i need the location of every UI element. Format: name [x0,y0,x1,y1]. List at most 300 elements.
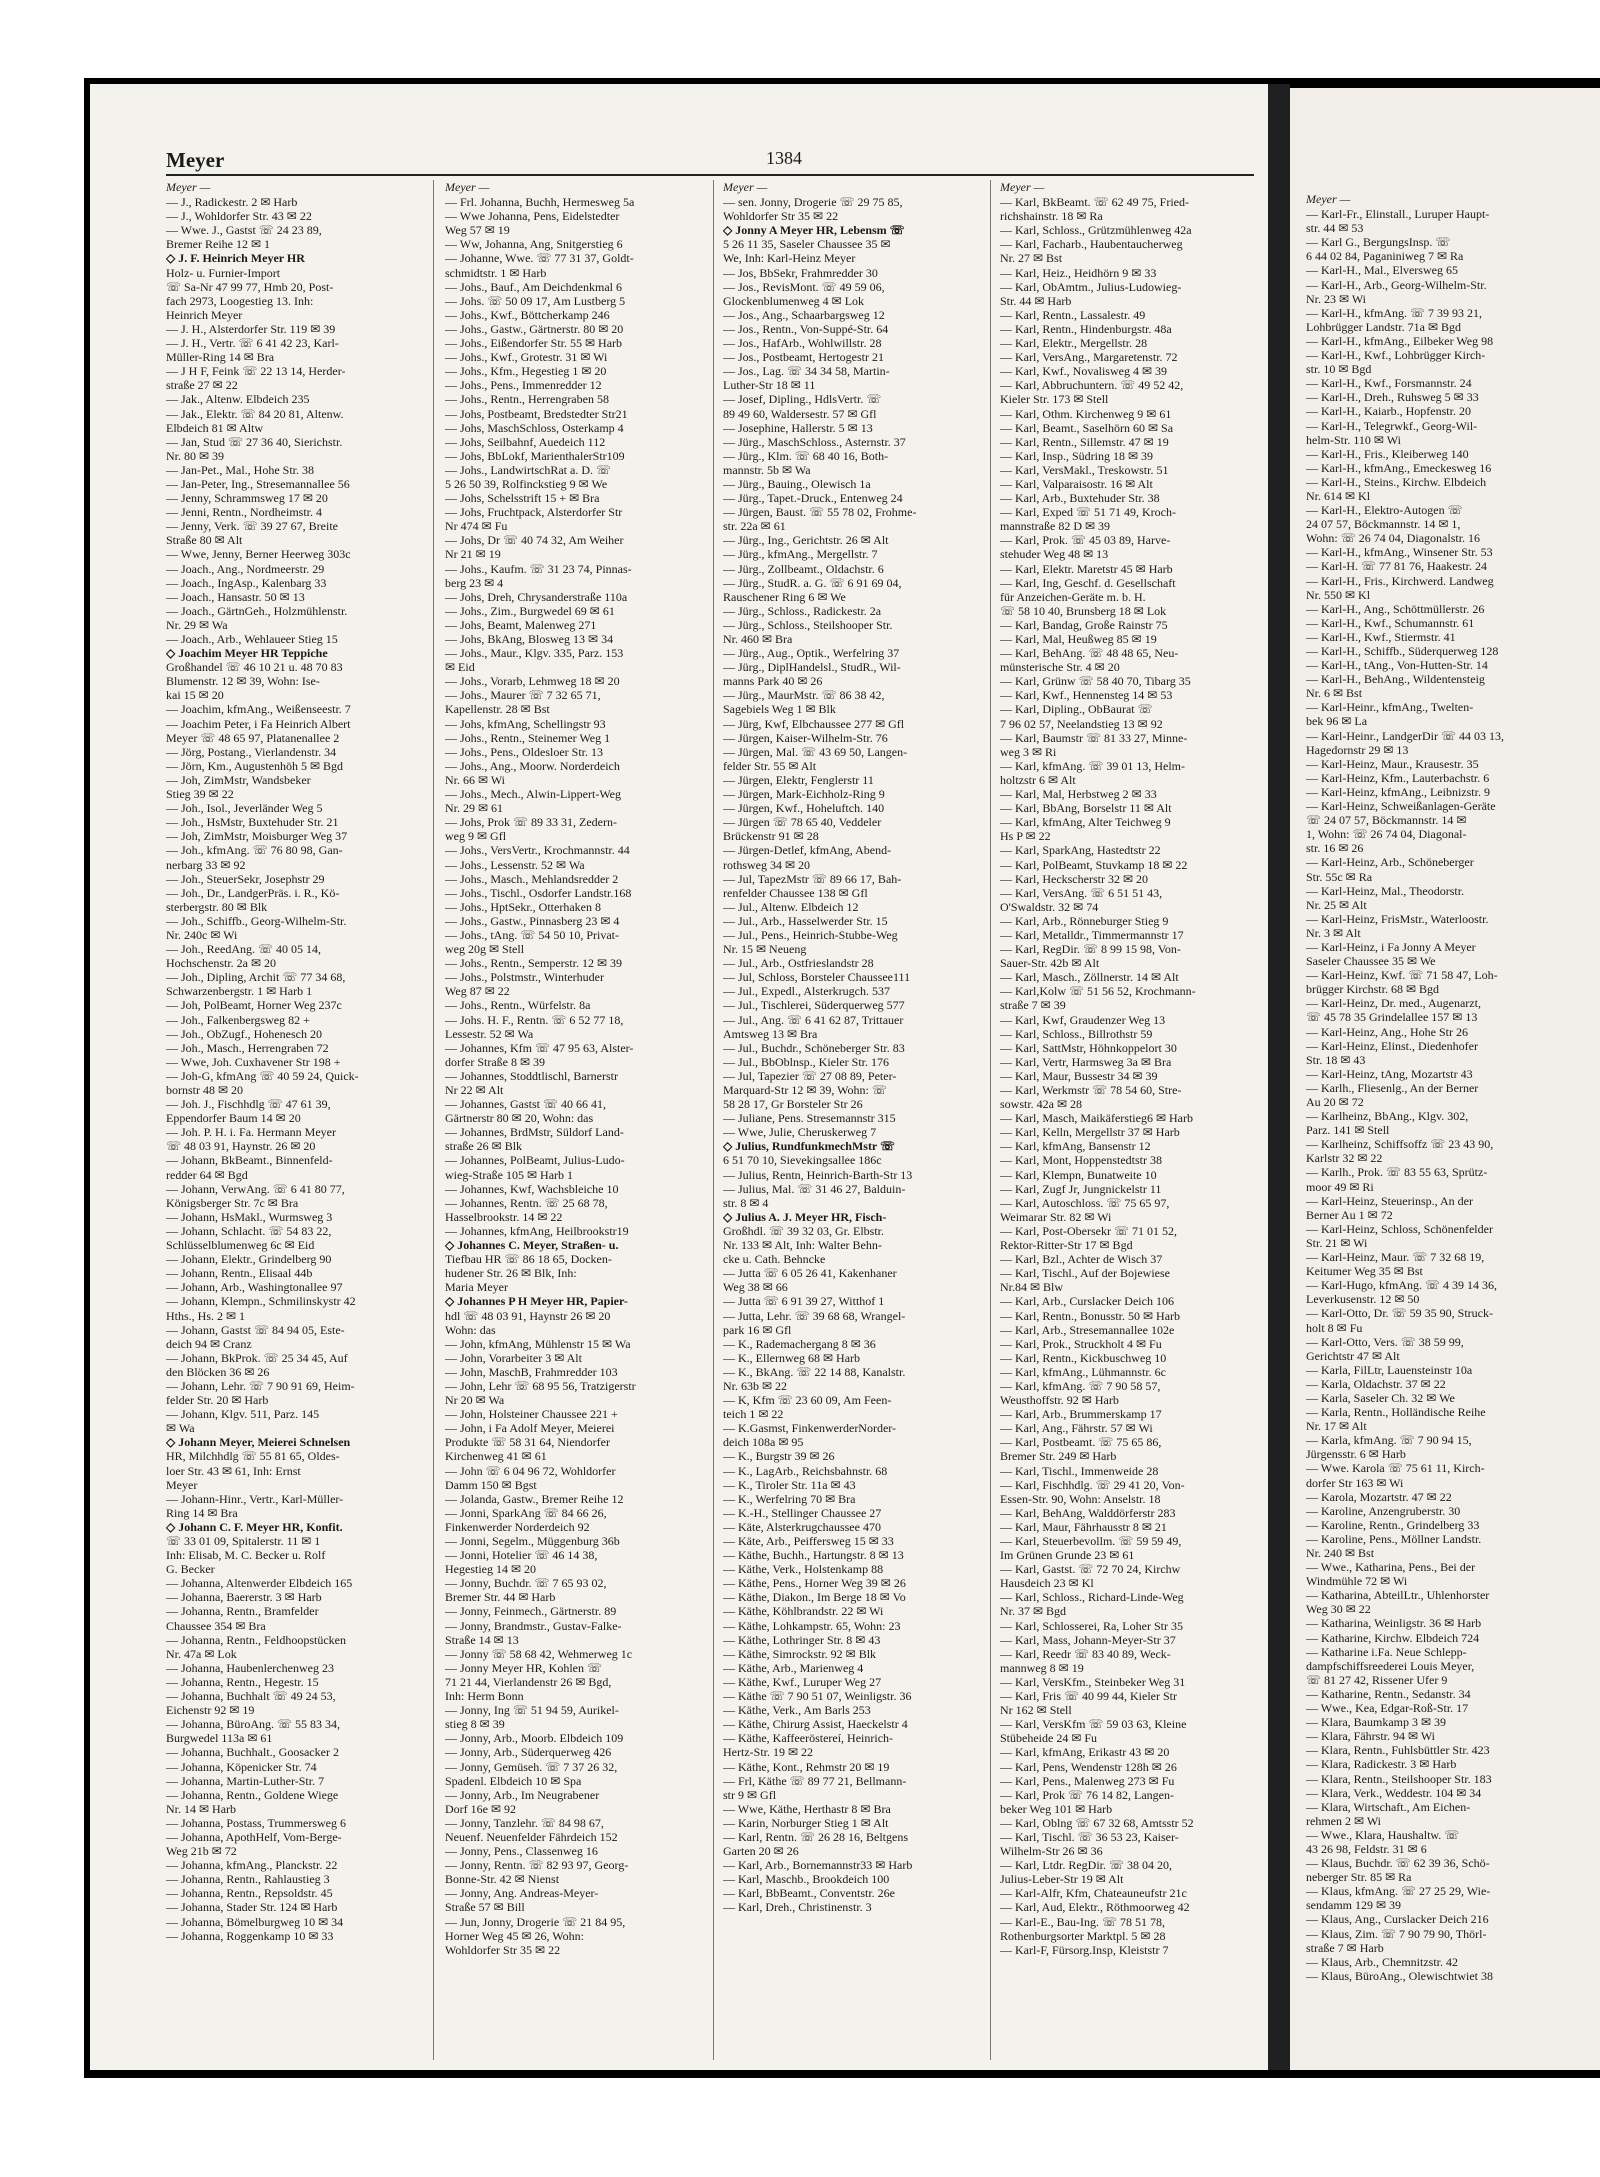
directory-entry: — Karl-Heinz, kfmAng., Leibnizstr. 9 [1306,784,1490,799]
directory-entry: — Jonny, Ing ☏ 51 94 59, Aurikel- [445,1703,619,1718]
directory-entry: 7 96 02 57, Neelandstieg 13 ✉ 92 [1000,716,1163,731]
directory-entry: Garten 20 ✉ 26 [723,1844,799,1859]
directory-entry: cke u. Cath. Behncke [723,1252,826,1267]
directory-entry: — Karl-Heinz, FrisMstr., Waterloostr. [1306,911,1489,926]
directory-entry: — Käthe, Pens., Horner Weg 39 ✉ 26 [723,1576,906,1591]
directory-entry: — Käte, Alsterkrugchaussee 470 [723,1519,881,1534]
directory-entry: — Karl, Facharb., Haubentaucherweg [1000,237,1183,252]
directory-entry: — K., Ellernweg 68 ✉ Harb [723,1350,861,1365]
directory-entry: Nr. 550 ✉ Kl [1306,587,1371,602]
directory-entry: — Karl, Grünw ☏ 58 40 70, Tibarg 35 [1000,674,1191,689]
directory-entry: 43 26 98, Feldstr. 31 ✉ 6 [1306,1841,1427,1856]
directory-entry: Luther-Str 18 ✉ 11 [723,378,816,393]
directory-entry: Nr 21 ✉ 19 [445,547,501,562]
directory-entry: beker Weg 101 ✉ Harb [1000,1801,1113,1816]
directory-entry: — Johann, Arb., Washingtonallee 97 [166,1280,343,1295]
directory-entry: Nr. 66 ✉ Wi [445,772,506,787]
directory-entry: — Karl, Prok. ☏ 45 03 89, Harve- [1000,533,1171,548]
directory-entry: — Jonny, Buchdr. ☏ 7 65 93 02, [445,1576,607,1591]
directory-entry: — Jürg., MaurMstr. ☏ 86 38 42, [723,688,885,703]
directory-entry: — Karl-H., kfmAng., Emeckesweg 16 [1306,460,1492,475]
directory-entry: — Jul., Arb., Ostfrieslandstr 28 [723,956,874,971]
directory-entry: str. 8 ✉ 4 [723,1195,769,1210]
directory-entry: Nr. 3 ✉ Alt [1306,925,1361,940]
directory-entry: Großhdl. ☏ 39 32 03, Gr. Elbstr. [723,1223,885,1238]
directory-entry: richshainstr. 18 ✉ Ra [1000,209,1103,224]
directory-entry: Nr. 25 ✉ Alt [1306,897,1367,912]
directory-entry: — K., LagArb., Reichsbahnstr. 68 [723,1463,888,1478]
directory-entry: — Karl-H., Schiffb., Süderquerweg 128 [1306,644,1499,658]
directory-entry: — Karl, Schloss., Richard-Linde-Weg [1000,1590,1184,1605]
directory-entry: — Jürgen, Kwf., Hoheluftch. 140 [723,801,885,816]
directory-entry: — Käthe, Simrockstr. 92 ✉ Blk [723,1646,877,1661]
directory-entry: — Karl, Masch, Maikäferstieg6 ✉ Harb [1000,1111,1193,1126]
directory-entry: — Johanna, BüroAng. ☏ 55 83 34, [166,1717,340,1732]
directory-entry: — Karl-H. ☏ 77 81 76, Haakestr. 24 [1306,559,1487,574]
directory-entry: — Johs, Seilbahnf, Auedeich 112 [445,434,606,449]
directory-entry: — Jonny, Rentn. ☏ 82 93 97, Georg- [445,1858,629,1873]
directory-entry: 58 28 17, Gr Borsteler Str 26 [723,1097,863,1112]
directory-entry: Nr. 37 ✉ Bgd [1000,1604,1067,1619]
directory-entry: — Karl, Klempn, Bunatweite 10 [1000,1167,1157,1182]
directory-entry: — Karl-Hugo, kfmAng. ☏ 4 39 14 36, [1306,1278,1497,1293]
directory-entry: — Käthe, Kaffeeröstereí, Heinrich- [723,1731,894,1746]
directory-entry: — Johs., Kfm., Hegestieg 1 ✉ 20 [445,364,607,379]
directory-entry: — Karlh., Fliesenlg., An der Berner [1306,1080,1479,1095]
directory-entry: — Jak., Elektr. ☏ 84 20 81, Altenw. [166,406,344,421]
directory-entry: weg 20g ✉ Stell [445,942,525,957]
directory-entry: — Karl-H., Kwf., Lohbrügger Kirch- [1306,348,1486,363]
directory-entry: — Karl, Fris ☏ 40 99 44, Kieler Str [1000,1689,1177,1704]
directory-entry: — Käthe, Arb., Marienweg 4 [723,1660,864,1675]
directory-entry: Nr. 47a ✉ Lok [166,1646,237,1661]
directory-entry: — Johanne, Wwe. ☏ 77 31 37, Goldt- [445,251,634,266]
directory-entry: — Karl, Kwf., Hennensteg 14 ✉ 53 [1000,688,1173,703]
directory-entry: — Karl, Rentn., Kickbuschweg 10 [1000,1350,1167,1365]
directory-entry: Sagebiels Weg 1 ✉ Blk [723,702,836,717]
directory-entry: sendamm 129 ✉ 39 [1306,1898,1402,1913]
directory-entry: — Käthe, Köhlbrandstr. 22 ✉ Wi [723,1604,884,1619]
directory-entry: — Joach., Arb., Wehlaueer Stieg 15 [166,632,338,646]
directory-entry: — Karl, Dreh., Christinenstr. 3 [723,1900,872,1915]
directory-entry: Sauer-Str. 42b ✉ Alt [1000,956,1100,971]
directory-entry: ◇ Johannes P H Meyer HR, Papier- [445,1294,628,1309]
directory-entry: ◇ Johann Meyer, Meierei Schnelsen [166,1435,351,1450]
directory-entry: Weg 57 ✉ 19 [445,223,510,238]
directory-entry: — Johs, Dr ☏ 40 74 32, Am Weiher [445,533,624,548]
directory-entry: ☏ 58 10 40, Brunsberg 18 ✉ Lok [1000,603,1167,618]
directory-entry: — Karl, Postbeamt. ☏ 75 65 86, [1000,1435,1162,1450]
directory-entry: — Johannes, Kfm ☏ 47 95 63, Alster- [445,1040,634,1055]
directory-entry: — Joh-G, kfmAng ☏ 40 59 24, Quick- [166,1068,359,1083]
directory-entry: — Karl-H., Fris., Kirchwerd. Landweg [1306,573,1494,588]
directory-entry: — Karl, Rentn., Lassalestr. 49 [1000,307,1146,322]
directory-entry: Wilhelm-Str 26 ✉ 36 [1000,1844,1103,1859]
directory-entry: 6 51 70 10, Sievekingsallee 186c [723,1153,882,1168]
directory-entry: — Klaus, kfmAng. ☏ 27 25 29, Wie- [1306,1884,1491,1899]
directory-entry: Tiefbau HR ☏ 86 18 65, Docken- [445,1252,612,1267]
directory-entry: — Klara, Radickestr. 3 ✉ Harb [1306,1757,1457,1772]
directory-page [90,84,1268,2070]
directory-entry: — Johann, Lehr. ☏ 7 90 91 69, Heim- [166,1378,355,1393]
directory-entry: Parz. 141 ✉ Stell [1306,1123,1390,1138]
directory-entry: ◇ Julius A. J. Meyer HR, Fisch- [723,1209,887,1224]
directory-entry: Au 20 ✉ 72 [1306,1095,1364,1109]
directory-entry: — Johs., Pens., Oldesloer Str. 13 [445,744,604,759]
directory-entry: Kapellenstr. 28 ✉ Bst [445,702,550,717]
directory-entry: — Karl-H., Telegrwkf., Georg-Wil- [1306,418,1478,433]
directory-entry: deich 108a ✉ 95 [723,1435,804,1450]
directory-entry: — Karl, kfmAng, Erikastr 43 ✉ 20 [1000,1745,1170,1760]
directory-entry: — Frl, Käthe ☏ 89 77 21, Bellmann- [723,1773,907,1788]
directory-entry: — Jürg., DiplHandelsl., StudR., Wil- [723,660,901,675]
column-4 [1000,180,1258,2060]
directory-entry: Nr. 240 ✉ Bst [1306,1546,1375,1560]
directory-entry: — Karl,Kolw ☏ 51 56 52, Krochmann- [1000,984,1196,999]
directory-entry: — Karl-Heinz, tAng, Mozartstr 43 [1306,1066,1473,1081]
directory-entry: — Katharina, AbteilLtr., Uhlenhorster [1306,1588,1490,1603]
directory-entry: Spadenl. Elbdeich 10 ✉ Spa [445,1773,582,1788]
directory-entry: — Joh., Dr., LandgerPräs. i. R., Kö- [166,885,340,900]
directory-entry: Jürgensstr. 6 ✉ Harb [1306,1447,1406,1462]
directory-entry: Hs P ✉ 22 [1000,829,1051,844]
directory-entry: straße 27 ✉ 22 [166,378,238,393]
directory-entry: — Karla, Oldachstr. 37 ✉ 22 [1306,1376,1446,1391]
directory-entry: — Käthe, Buchh., Hartungstr. 8 ✉ 13 [723,1548,904,1563]
directory-entry: — Karl-H., Fris., Kleiberweg 140 [1306,446,1469,461]
directory-entry: redder 64 ✉ Bgd [166,1167,248,1182]
directory-entry: — Karl-H., Dreh., Ruhsweg 5 ✉ 33 [1306,390,1479,405]
directory-entry: — Karl, Bzl., Achter de Wisch 37 [1000,1252,1163,1267]
directory-entry: — Jul, TapezMstr ☏ 89 66 17, Bah- [723,871,902,886]
directory-entry: ◇ J. F. Heinrich Meyer HR [166,251,305,266]
directory-entry: — Karl-H., kfmAng., Winsener Str. 53 [1306,545,1493,560]
directory-entry: Elbdeich 81 ✉ Altw [166,420,264,435]
directory-entry: — Karl, Maschb., Brookdeich 100 [723,1872,890,1887]
directory-entry: — Johann, VerwAng. ☏ 6 41 80 77, [166,1181,345,1196]
directory-entry: — Karl, Abbruchuntern. ☏ 49 52 42, [1000,378,1184,393]
directory-entry: — Karl, ObAmtm., Julius-Ludowieg- [1000,279,1182,294]
directory-entry: Neuenf. Neuenfelder Fährdeich 152 [445,1829,618,1844]
directory-entry: felder Str. 20 ✉ Harb [166,1393,269,1408]
directory-entry: Eichenstr 92 ✉ 19 [166,1703,255,1718]
directory-entry: — Karla, Saseler Ch. 32 ✉ We [1306,1390,1455,1405]
directory-entry: — Jun, Jonny, Drogerie ☏ 21 84 95, [445,1914,626,1929]
directory-entry: ◇ Jonny A Meyer HR, Lebensm ☏ [723,223,905,238]
directory-entry: — Wwe, Jenny, Berner Heerweg 303c [166,547,351,562]
directory-entry: — Karl, Fischhdlg. ☏ 29 41 20, Von- [1000,1477,1185,1492]
directory-entry: ◇ Joachim Meyer HR Teppiche [166,646,328,661]
directory-entry: Berner Au 1 ✉ 72 [1306,1207,1393,1222]
directory-entry: — Johs., Pens., Immenredder 12 [445,378,602,393]
directory-entry: — Wwe Johanna, Pens, Eidelstedter [445,209,620,224]
column-divider [990,180,991,2060]
directory-entry: — Jul., Buchdr., Schöneberger Str. 83 [723,1040,905,1055]
directory-entry: str. 22a ✉ 61 [723,519,786,534]
directory-entry: — Karoline, Anzengruberstr. 30 [1306,1503,1461,1518]
directory-entry: Bonne-Str. 42 ✉ Nienst [445,1872,560,1887]
directory-entry: Eppendorfer Baum 14 ✉ 20 [166,1111,301,1126]
directory-entry: holt 8 ✉ Fu [1306,1320,1363,1335]
directory-entry: — Jonny, Tanzlehr. ☏ 84 98 67, [445,1815,604,1830]
directory-entry: bornstr 48 ✉ 20 [166,1083,244,1097]
directory-entry: — Johs., Eißendorfer Str. 55 ✉ Harb [445,336,623,351]
directory-entry: — Karl, Mont, Hoppenstedtstr 38 [1000,1153,1162,1168]
directory-entry: — Johs. H. F., Rentn. ☏ 6 52 77 18, [445,1012,624,1027]
directory-entry: loer Str. 43 ✉ 61, Inh: Ernst [166,1463,301,1478]
directory-entry: — Johannes, Kwf, Wachsbleiche 10 [445,1181,619,1196]
directory-entry: Blumenstr. 12 ✉ 39, Wohn: Ise- [166,674,320,689]
directory-entry: Maria Meyer [445,1280,508,1295]
directory-entry: — Johs., Rentn., Würfelstr. 8a [445,998,591,1013]
directory-entry: O'Swaldstr. 32 ✉ 74 [1000,899,1099,914]
directory-entry: neberger Str. 85 ✉ Ra [1306,1870,1412,1885]
directory-entry: — Karl, VersKfm., Steinbeker Weg 31 [1000,1674,1186,1689]
directory-entry: — Jürg., Bauing., Olewisch 1a [723,476,871,491]
directory-entry: — Klara, Rentn., Fuhlsbüttler Str. 423 [1306,1743,1490,1758]
directory-entry: — Karlheinz, BbAng., Klgv. 302, [1306,1109,1469,1124]
directory-entry: schmidtstr. 1 ✉ Harb [445,265,547,280]
directory-entry: — Johannes, PolBeamt, Julius-Ludo- [445,1153,625,1168]
directory-entry: Großhandel ☏ 46 10 21 u. 48 70 83 [166,660,343,675]
directory-entry: — Karl-H., Ang., Schöttmüllerstr. 26 [1306,601,1485,616]
directory-entry: — Wwe, Julie, Cheruskerweg 7 [723,1125,877,1140]
directory-entry: — Jutta, Lehr. ☏ 39 68 68, Wrangel- [723,1308,906,1323]
directory-entry: brügger Kirchstr. 68 ✉ Bgd [1306,982,1440,997]
directory-entry: — Käthe, Lohkampstr. 65, Wohn: 23 [723,1618,901,1633]
column-head: Meyer — [1306,192,1351,206]
directory-entry: hudener Str. 26 ✉ Blk, Inh: [445,1266,577,1281]
directory-entry: Marquard-Str 12 ✉ 39, Wohn: ☏ [723,1083,887,1097]
directory-entry: wieg-Straße 105 ✉ Harb 1 [445,1167,574,1182]
directory-entry: — Jürg, Kwf, Elbchaussee 277 ✉ Gfl [723,716,905,731]
directory-entry: helm-Str. 110 ✉ Wi [1306,432,1401,447]
directory-entry: — Jan-Pet., Mal., Hohe Str. 38 [166,462,314,477]
directory-entry: Weg 21b ✉ 72 [166,1844,237,1859]
directory-entry: — Johanna, Haubenlerchenweg 23 [166,1660,334,1675]
directory-entry: Finkenwerder Norderdeich 92 [445,1519,590,1534]
directory-entry: Nr.84 ✉ Blw [1000,1280,1064,1295]
directory-entry: mannstr. 5b ✉ Wa [723,462,811,477]
directory-entry: — Johs., Kwf., Grotestr. 31 ✉ Wi [445,350,608,365]
directory-entry: — Karl, Insp., Südring 18 ✉ 39 [1000,448,1154,463]
directory-entry: ☏ 33 01 09, Spitalerstr. 11 ✉ 1 [166,1534,321,1548]
directory-entry: — Jonny, Arb., Im Neugrabener [445,1787,600,1802]
directory-entry: — Johs., Polstmstr., Winterhuder [445,970,604,985]
directory-entry: — John, Holsteiner Chaussee 221 + [445,1407,618,1422]
directory-entry: — Jürg., Schloss., Radickestr. 2a [723,603,882,618]
directory-entry: Hths., Hs. 2 ✉ 1 [166,1308,246,1323]
directory-entry: Kieler Str. 173 ✉ Stell [1000,392,1109,407]
directory-entry: — Julius, Mal. ☏ 31 46 27, Balduin- [723,1181,906,1196]
directory-entry: — Jürg., Zollbeamt., Oldachstr. 6 [723,561,884,576]
directory-entry: Weimarar Str. 82 ✉ Wi [1000,1209,1112,1224]
directory-entry: — Karl-H., Kwf., Forsmannstr. 24 [1306,376,1472,391]
directory-entry: — Joh, ZimMstr, Wandsbeker [166,772,311,787]
directory-entry: — Jak., Altenw. Elbdeich 235 [166,392,310,407]
directory-entry: Meyer ☏ 48 65 97, Platanenallee 2 [166,730,340,745]
directory-entry: — John, Lehr ☏ 68 95 56, Tratzigerstr [445,1378,636,1393]
directory-entry: — Karl, Arb., Curslacker Deich 106 [1000,1294,1174,1309]
directory-entry: — Johs., Masch., Mehlandsredder 2 [445,871,619,886]
directory-entry: Bremer Str. 44 ✉ Harb [445,1590,556,1605]
directory-entry: moor 49 ✉ Ri [1306,1179,1374,1194]
directory-entry: sterbergstr. 80 ✉ Blk [166,899,268,914]
directory-entry: Ring 14 ✉ Bra [166,1505,238,1520]
directory-entry: — Jürgen, Mal. ☏ 43 69 50, Langen- [723,744,908,759]
directory-entry: — Käthe, Lothringer Str. 8 ✉ 43 [723,1632,881,1647]
directory-entry: — Karla, Rentn., Holländische Reihe [1306,1405,1486,1420]
directory-entry: renfelder Chaussee 138 ✉ Gfl [723,885,868,900]
directory-entry: — Karl, VersAng., Margaretenstr. 72 [1000,350,1178,365]
directory-entry: Hasselbrookstr. 14 ✉ 22 [445,1209,563,1224]
directory-entry: — Ww, Johanna, Ang, Snitgerstieg 6 [445,237,623,252]
directory-entry: — Jos., RevisMont. ☏ 49 59 06, [723,279,885,294]
directory-entry: Burgwedel 113a ✉ 61 [166,1731,273,1746]
directory-entry: Brückenstr 91 ✉ 28 [723,829,819,844]
directory-entry: — Jürgen, Mark-Eichholz-Ring 9 [723,787,885,802]
directory-entry: — Karl, Ing, Geschf. d. Gesellschaft [1000,575,1176,590]
directory-entry: — K., Tiroler Str. 11a ✉ 43 [723,1477,856,1492]
directory-entry: — Wwe. Karola ☏ 75 61 11, Kirch- [1306,1461,1485,1476]
directory-entry: Inh: Elisab, M. C. Becker u. Rolf [166,1548,326,1563]
directory-entry: — Jenny, Schrammsweg 17 ✉ 20 [166,491,328,506]
directory-entry: Stieg 39 ✉ 22 [166,787,234,802]
directory-entry: — Karl-H., Kwf., Schumannstr. 61 [1306,615,1475,630]
directory-entry: Str. 18 ✉ 43 [1306,1052,1366,1067]
directory-entry: — Jörg, Postang., Vierlandenstr. 34 [166,744,337,759]
directory-entry: — Josephine, Hallerstr. 5 ✉ 13 [723,420,873,435]
column-right-page [1306,192,1596,2070]
directory-entry: — Karl, Pens., Malenweg 273 ✉ Fu [1000,1773,1175,1788]
directory-entry: — Karl-Heinr., kfmAng., Twelten- [1306,700,1474,715]
directory-entry: — Johanna, Rentn., Rahlaustieg 3 [166,1872,330,1887]
directory-entry: — Johs., Ang., Moorw. Norderdeich [445,758,620,773]
directory-entry: — Jonny, Ang. Andreas-Meyer- [445,1886,599,1901]
directory-entry: Amtsweg 13 ✉ Bra [723,1026,818,1041]
directory-entry: Horner Weg 45 ✉ 26, Wohn: [445,1928,584,1943]
directory-entry: — Johann, Klgv. 511, Parz. 145 [166,1407,320,1422]
directory-entry: — Karl-Heinz, Mal., Theodorstr. [1306,883,1465,898]
directory-entry: — Jonny, Gemüseh. ☏ 7 37 26 32, [445,1759,618,1774]
directory-entry: — Jürg., kfmAng., Mergellstr. 7 [723,547,878,562]
directory-entry: — Karl, Kwf, Graudenzer Weg 13 [1000,1012,1166,1027]
directory-entry: — Karl, Maur, Fährhausstr 8 ✉ 21 [1000,1519,1167,1534]
directory-entry: — Karl, Rentn., Hindenburgstr. 48a [1000,321,1172,336]
directory-entry: — Käthe, Verk., Am Barls 253 [723,1703,871,1718]
directory-entry: — Johannes, Rentn. ☏ 25 68 78, [445,1195,608,1210]
directory-entry: — Joach., GärtnGeh., Holzmühlenstr. [166,603,348,618]
directory-entry: — Johs., Maurer ☏ 7 32 65 71, [445,688,601,703]
directory-entry: — Klara, Baumkamp 3 ✉ 39 [1306,1715,1447,1730]
directory-entry: Rothenburgsorter Marktpl. 5 ✉ 28 [1000,1928,1166,1943]
directory-entry: — Johanna, Rentn., Hegestr. 15 [166,1674,319,1689]
directory-entry: — J H F, Feink ☏ 22 13 14, Herder- [166,364,346,379]
directory-entry: — Karl, BbBeamt., Conventstr. 26e [723,1886,895,1901]
directory-entry: — Johanna, Baererstr. 3 ✉ Harb [166,1590,322,1605]
directory-entry: — Juliane, Pens. Stresemannstr 315 [723,1111,896,1126]
directory-entry: — Johann, Klempn., Schmilinskystr 42 [166,1294,356,1309]
directory-entry: manns Park 40 ✉ 26 [723,674,823,689]
directory-entry: — Karl-Heinz, i Fa Jonny A Meyer [1306,939,1476,954]
directory-entry: — Karl, Rentn., Sillemstr. 47 ✉ 19 [1000,434,1169,449]
directory-entry: — Johanna, Buchhalt., Goosacker 2 [166,1745,339,1760]
directory-entry: rothsweg 34 ✉ 20 [723,857,811,872]
directory-entry: — Johs., Rentn., Semperstr. 12 ✉ 39 [445,956,623,971]
directory-entry: Leverkusenstr. 12 ✉ 50 [1306,1292,1420,1307]
directory-entry: — Joh., SteuerSekr, Josephstr 29 [166,871,325,886]
directory-entry: — Karl, Arb., Brummerskamp 17 [1000,1407,1162,1422]
directory-entry: — Klaus, Buchdr. ☏ 62 39 36, Schö- [1306,1856,1490,1871]
directory-entry: straße 7 ✉ Harb [1306,1940,1384,1955]
directory-entry: 5 26 50 39, Rolfinckstieg 9 ✉ We [445,476,608,491]
directory-entry: — Karl, BkBeamt. ☏ 62 49 75, Fried- [1000,195,1189,210]
directory-entry: — Klaus, Arb., Chemnitzstr. 42 [1306,1954,1458,1969]
directory-entry: — Johs., Lessenstr. 52 ✉ Wa [445,857,585,872]
directory-entry: — Jul., Tischlerei, Süderquerweg 577 [723,998,905,1013]
directory-entry: — Johs., Maur., Klgv. 335, Parz. 153 [445,646,624,661]
directory-entry: — Karl, Tischl., Immenweide 28 [1000,1463,1159,1478]
directory-entry: — Karl, Gastst. ☏ 72 70 24, Kirchw [1000,1562,1181,1577]
directory-entry: Weg 30 ✉ 22 [1306,1602,1371,1617]
directory-entry: — J. H., Vertr. ☏ 6 41 42 23, Karl- [166,336,339,351]
directory-entry: kai 15 ✉ 20 [166,688,224,703]
directory-entry: — Karl, BbAng, Borselstr 11 ✉ Alt [1000,801,1172,816]
directory-entry: — Joh., Schiffb., Georg-Wilhelm-Str. [166,913,347,928]
directory-entry: — Johann, Gastst ☏ 84 94 05, Este- [166,1322,345,1337]
directory-entry: — Käte, Arb., Peiffersweg 15 ✉ 33 [723,1534,894,1548]
directory-entry: — Jenny, Verk. ☏ 39 27 67, Breite [166,519,338,534]
directory-entry: — K, Kfm ☏ 23 60 09, Am Feen- [723,1393,892,1408]
directory-entry: straße 26 ✉ Blk [445,1139,523,1154]
directory-entry: — Karl, Aud, Elektr., Röthmoorweg 42 [1000,1900,1190,1915]
directory-entry: 6 44 02 84, Paganiniweg 7 ✉ Ra [1306,249,1464,264]
directory-entry: — Karla, kfmAng. ☏ 7 90 94 15, [1306,1433,1472,1448]
directory-entry: Julius-Leber-Str 19 ✉ Alt [1000,1872,1124,1887]
directory-entry: deich 94 ✉ Cranz [166,1336,252,1351]
directory-entry: — Johs, Prok ☏ 89 33 31, Zedern- [445,815,617,830]
directory-entry: — Karl-Heinz, Steuerinsp., An der [1306,1193,1473,1208]
directory-entry: Dorf 16e ✉ 92 [445,1801,517,1816]
directory-entry: — Karl-H., kfmAng., Eilbeker Weg 98 [1306,333,1494,348]
directory-entry: Weusthoffstr. 92 ✉ Harb [1000,1393,1119,1408]
header-rule [166,174,1254,176]
directory-entry: — John, i Fa Adolf Meyer, Meierei [445,1421,615,1436]
directory-entry: — Karl, Post-Obersekr ☏ 71 01 52, [1000,1223,1177,1238]
directory-entry: — Joh., HsMstr, Buxtehuder Str. 21 [166,815,339,830]
page-number: 1384 [766,148,802,168]
directory-entry: — Karl, kfmAng. ☏ 7 90 58 57, [1000,1378,1161,1393]
directory-entry: — Johs., tAng. ☏ 54 50 10, Privat- [445,927,620,942]
directory-entry: ◇ Johannes C. Meyer, Straßen- u. [445,1238,619,1253]
directory-entry: münsterische Str. 4 ✉ 20 [1000,660,1120,675]
directory-entry: — Klaus, BüroAng., Olewischtwiet 38 [1306,1968,1493,1983]
directory-entry: — Wwe., Kea, Edgar-Roß-Str. 17 [1306,1701,1469,1716]
directory-entry: — Jan, Stud ☏ 27 36 40, Sierichstr. [166,434,343,449]
directory-entry: — Käthe, Verk., Holstenkamp 88 [723,1562,884,1577]
directory-entry: — Jonny, Arb., Moorb. Elbdeich 109 [445,1731,624,1746]
directory-entry: — Karl, VersKfm ☏ 59 03 63, Kleine [1000,1717,1187,1732]
directory-entry: — Joh., Masch., Herrengraben 72 [166,1040,329,1055]
directory-entry: — Karl-H., Kaiarb., Hopfenstr. 20 [1306,404,1471,419]
directory-entry: — Karl-F, Fürsorg.Insp, Kleiststr 7 [1000,1942,1169,1957]
directory-entry: Rektor-Ritter-Str 17 ✉ Bgd [1000,1238,1133,1253]
directory-entry: Wohn: ☏ 26 74 04, Diagonalstr. 16 [1306,531,1481,546]
directory-entry: — Jürg., MaschSchloss., Asternstr. 37 [723,434,906,449]
directory-entry: — Jonny, Pens., Classenweg 16 [445,1844,598,1859]
directory-entry: — Johs. ☏ 50 09 17, Am Lustberg 5 [445,293,626,308]
directory-entry: Weg 38 ✉ 66 [723,1280,788,1295]
